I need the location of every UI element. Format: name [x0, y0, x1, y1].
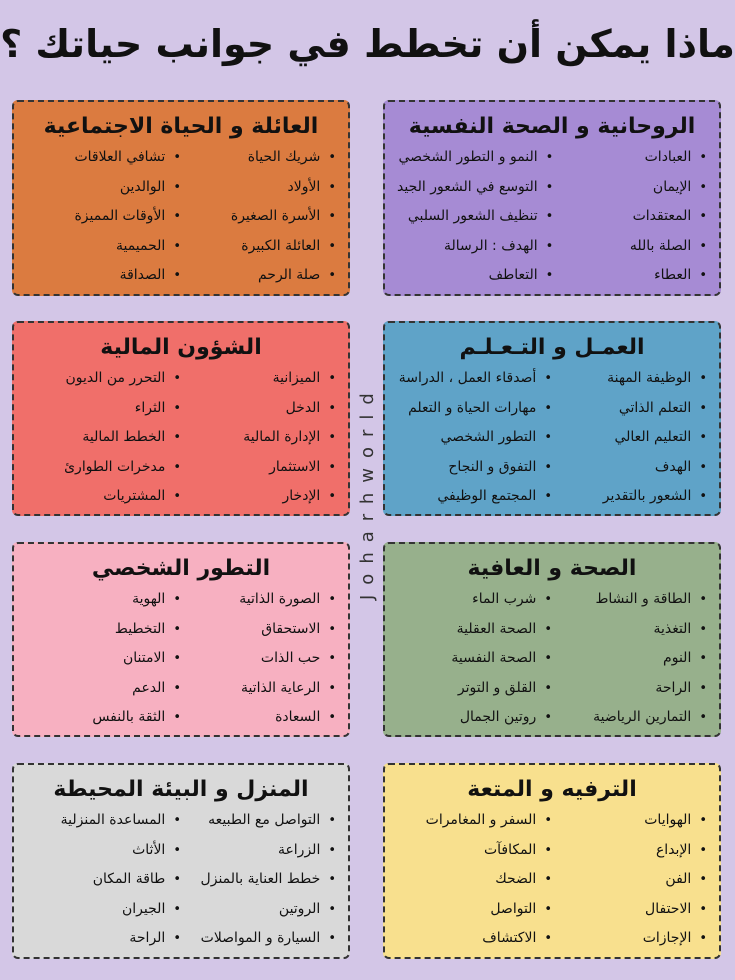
list-item: • الاحتفال	[552, 895, 707, 925]
card-list-right	[181, 143, 336, 291]
list-item: • التعاطف	[397, 261, 553, 291]
list-item: • الاستثمار	[181, 453, 336, 483]
list-item: • الوظيفة المهنة	[552, 364, 707, 394]
list-item: • الطاقة و النشاط	[552, 585, 707, 615]
card-title: الروحانية و الصحة النفسية	[408, 114, 696, 139]
list-item: • التحرر من الديون	[26, 364, 181, 394]
list-item: • الروتين	[181, 895, 336, 925]
list-item: • التواصل مع الطبيعه	[181, 806, 336, 836]
list-item: • مهارات الحياة و التعلم	[397, 394, 552, 424]
list-item: • النوم	[552, 644, 707, 674]
card-columns	[14, 804, 348, 954]
card-finance	[12, 321, 350, 516]
card-columns	[14, 141, 348, 291]
list-item: • حب الذات	[181, 644, 336, 674]
list-item: • مدخرات الطوارئ	[26, 453, 181, 483]
list-item: • المجتمع الوظيفي	[397, 482, 552, 512]
list-item: • أصدقاء العمل ، الدراسة	[397, 364, 552, 394]
list-item: • السيارة و المواصلات	[181, 924, 336, 954]
list-item: • التخطيط	[26, 615, 181, 645]
list-item: • الصحة النفسية	[397, 644, 552, 674]
list-item: • التغذية	[552, 615, 707, 645]
list-item: • شرب الماء	[397, 585, 552, 615]
list-item: • الحميمية	[26, 232, 181, 262]
card-list-right	[553, 143, 707, 291]
list-item: • العبادات	[553, 143, 707, 173]
list-item: • الهوية	[26, 585, 181, 615]
card-list-left	[26, 585, 181, 733]
list-item: • الشعور بالتقدير	[552, 482, 707, 512]
card-list-right	[552, 806, 707, 954]
card-list-right	[552, 364, 707, 512]
card-title: التطور الشخصي	[91, 556, 271, 581]
list-item: • الفن	[552, 865, 707, 895]
list-item: • طاقة المكان	[26, 865, 181, 895]
list-item: • صلة الرحم	[181, 261, 336, 291]
list-item: • الصحة العقلية	[397, 615, 552, 645]
card-spiritual	[383, 100, 721, 296]
list-item: • المشتريات	[26, 482, 181, 512]
list-item: • المكافآت	[397, 836, 552, 866]
list-item: • خطط العناية بالمنزل	[181, 865, 336, 895]
card-columns	[385, 583, 719, 733]
page-title: ماذا يمكن أن تخطط في جوانب حياتك ؟	[0, 22, 735, 66]
list-item: • الاكتشاف	[397, 924, 552, 954]
card-title: الصحة و العافية	[467, 556, 637, 581]
list-item: • الجيران	[26, 895, 181, 925]
card-health	[383, 542, 721, 737]
list-item: • المساعدة المنزلية	[26, 806, 181, 836]
list-item: • روتين الجمال	[397, 703, 552, 733]
list-item: • الزراعة	[181, 836, 336, 866]
list-item: • الثقة بالنفس	[26, 703, 181, 733]
list-item: • الرعاية الذاتية	[181, 674, 336, 704]
list-item: • الإيمان	[553, 173, 707, 203]
card-list-left	[397, 585, 552, 733]
card-list-right	[181, 806, 336, 954]
list-item: • المعتقدات	[553, 202, 707, 232]
list-item: • الاستحقاق	[181, 615, 336, 645]
card-columns	[385, 141, 719, 291]
list-item: • التوسع في الشعور الجيد	[397, 173, 553, 203]
list-item: • الامتنان	[26, 644, 181, 674]
list-item: • السفر و المغامرات	[397, 806, 552, 836]
list-item: • الصورة الذاتية	[181, 585, 336, 615]
card-work	[383, 321, 721, 516]
list-item: • الدعم	[26, 674, 181, 704]
card-list-left	[26, 143, 181, 291]
list-item: • الضحك	[397, 865, 552, 895]
card-leisure	[383, 763, 721, 959]
list-item: • الهدف	[552, 453, 707, 483]
card-list-right	[181, 585, 336, 733]
card-title: العمـل و التـعـلـم	[459, 335, 645, 360]
list-item: • الأسرة الصغيرة	[181, 202, 336, 232]
list-item: • الأوقات المميزة	[26, 202, 181, 232]
list-item: • الدخل	[181, 394, 336, 424]
list-item: • التعليم العالي	[552, 423, 707, 453]
list-item: • الميزانية	[181, 364, 336, 394]
card-personal	[12, 542, 350, 737]
list-item: • تشافي العلاقات	[26, 143, 181, 173]
watermark-text: Joharhworld	[357, 383, 378, 600]
list-item: • الراحة	[552, 674, 707, 704]
list-item: • التواصل	[397, 895, 552, 925]
card-title: الشؤون المالية	[100, 335, 262, 360]
list-item: • الوالدين	[26, 173, 181, 203]
list-item: • شريك الحياة	[181, 143, 336, 173]
card-list-left	[397, 806, 552, 954]
list-item: • الثراء	[26, 394, 181, 424]
list-item: • الهدف : الرسالة	[397, 232, 553, 262]
list-item: • الصداقة	[26, 261, 181, 291]
card-list-right	[181, 364, 336, 512]
card-columns	[385, 362, 719, 512]
card-list-left	[26, 364, 181, 512]
list-item: • الإدارة المالية	[181, 423, 336, 453]
card-title: المنزل و البيئة المحيطة	[53, 777, 309, 802]
list-item: • السعادة	[181, 703, 336, 733]
list-item: • الهوايات	[552, 806, 707, 836]
card-columns	[14, 583, 348, 733]
card-title: العائلة و الحياة الاجتماعية	[43, 114, 319, 139]
list-item: • التطور الشخصي	[397, 423, 552, 453]
list-item: • التعلم الذاتي	[552, 394, 707, 424]
list-item: • الإبداع	[552, 836, 707, 866]
list-item: • تنظيف الشعور السلبي	[397, 202, 553, 232]
card-home	[12, 763, 350, 959]
list-item: • الإدخار	[181, 482, 336, 512]
list-item: • التفوق و النجاح	[397, 453, 552, 483]
list-item: • الأولاد	[181, 173, 336, 203]
list-item: • الراحة	[26, 924, 181, 954]
card-list-right	[552, 585, 707, 733]
list-item: • العائلة الكبيرة	[181, 232, 336, 262]
card-list-left	[397, 364, 552, 512]
card-columns	[385, 804, 719, 954]
list-item: • الإجازات	[552, 924, 707, 954]
card-list-left	[26, 806, 181, 954]
card-title: الترفيه و المتعة	[467, 777, 637, 802]
list-item: • الأثاث	[26, 836, 181, 866]
list-item: • الخطط المالية	[26, 423, 181, 453]
list-item: • القلق و التوتر	[397, 674, 552, 704]
list-item: • الصلة بالله	[553, 232, 707, 262]
card-columns	[14, 362, 348, 512]
card-family	[12, 100, 350, 296]
list-item: • النمو و التطور الشخصي	[397, 143, 553, 173]
list-item: • التمارين الرياضية	[552, 703, 707, 733]
card-list-left	[397, 143, 553, 291]
list-item: • العطاء	[553, 261, 707, 291]
